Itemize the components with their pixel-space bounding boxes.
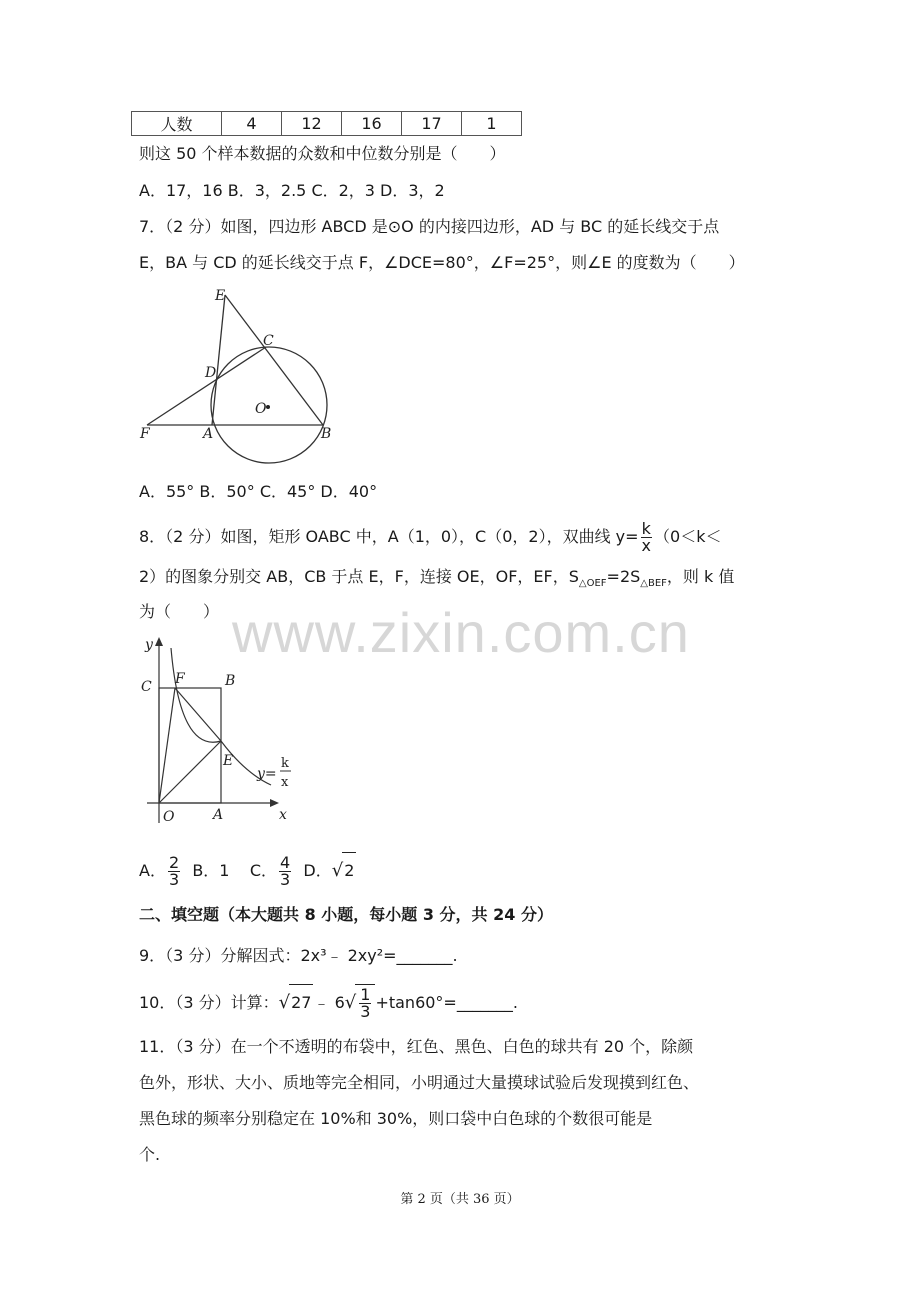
label-o: O [255,401,267,417]
q8-line3: 为（ ） [139,602,220,621]
page-footer: 第 2 页（共 36 页） [400,1192,520,1207]
table-row [132,112,522,136]
label-e: E [223,753,234,769]
q7-line1: 7．（2 分）如图，四边形 ABCD 是⊙O 的内接四边形，AD 与 BC 的延长线交于点 [139,217,720,236]
q8-option-a: A． [139,861,166,880]
segment-fc [147,347,266,425]
q8-option-c: C． [249,861,278,880]
q8-sub-bef: △BEF [640,578,667,590]
label-f: F [175,671,185,687]
frac-num: k [641,519,651,538]
q6-stem: 则这 50 个样本数据的众数和中位数分别是（ ） [139,144,506,163]
segment-oe [159,741,221,803]
label-b: B [225,673,236,689]
q9: 9．（3 分）分解因式：2x³﹣ 2xy²=_______. [139,946,458,965]
frac-den: 3 [280,870,291,889]
y-axis-arrow [155,637,163,646]
q10-mid: ﹣ 6 [313,993,345,1012]
q8-figure [135,633,300,828]
label-y: y [145,637,153,653]
radical-sign-icon: √ [278,992,291,1013]
q11-line2: 色外，形状、大小、质地等完全相同，小明通过大量摸球试验后发现摸到红色、 [139,1073,700,1092]
q7-options: A．55° B．50° C．45° D．40° [139,482,378,501]
section-title: 二、填空题（本大题共 8 小题，每小题 3 分，共 24 分） [139,905,553,924]
q10 [139,984,518,1021]
q10-suffix: +tan60°=_______. [375,993,518,1012]
segment-ef [175,688,221,741]
frac-num: 2 [168,853,180,872]
table-cell: 1 [462,112,522,136]
q7-figure [135,285,335,470]
radical-sign-icon: √ [344,992,357,1013]
q10-prefix: 10．（3 分）计算： [139,993,279,1012]
q8-option-b: B．1 [192,861,230,880]
center-point-o [266,405,270,409]
frac-den: 3 [168,870,180,889]
table-row-label: 人数 [132,112,222,136]
label-d: D [205,365,217,381]
q11-line3: 黑色球的频率分别稳定在 10%和 30%，则口袋中白色球的个数很可能是 [139,1109,653,1128]
q8-fraction-k-x [641,521,652,554]
q8-line2-mid: =2S [606,567,641,586]
frac-num: 1 [360,985,371,1004]
q8-line1 [139,520,721,554]
label-f: F [140,426,150,442]
circle-o [211,347,327,463]
q8-option-c-frac [279,855,291,888]
segment-eb [225,295,323,425]
label-x: x [279,807,287,823]
q8-options [139,852,356,889]
radical-sign-icon: √ [331,860,344,881]
q8-option-d: D． [303,861,332,880]
q8-sub-oef: △OEF [578,578,607,590]
label-e: E [215,288,226,304]
frac-den: x [641,536,652,555]
x-axis-arrow [270,799,279,807]
table-cell: 4 [222,112,282,136]
q8-line2-text: 2）的图象分别交 AB，CB 于点 E，F，连接 OE，OF，EF，S [139,567,579,586]
q8-line1-tail: （0＜k＜ [654,527,722,546]
table-cell: 16 [342,112,402,136]
label-curve-x: x [281,775,289,790]
q10-frac [359,987,371,1020]
q11-line4: 个. [139,1145,161,1164]
table-cell: 17 [402,112,462,136]
table-cell: 12 [282,112,342,136]
q10-radicand-frac [355,984,375,1021]
label-a: A [203,426,214,442]
label-curve: y= [257,766,277,782]
q8-option-a-frac [168,855,180,888]
label-c: C [141,679,152,695]
label-curve-k: k [281,756,289,771]
q8-line2-tail: ，则 k 值 [666,567,735,586]
q11-line1: 11．（3 分）在一个不透明的布袋中，红色、黑色、白色的球共有 20 个，除颜 [139,1037,694,1056]
q10-radicand: 27 [289,984,313,1021]
frac-num: 4 [280,853,291,872]
label-o: O [163,809,175,825]
q7-line2: E，BA 与 CD 的延长线交于点 F，∠DCE=80°，∠F=25°，则∠E 的度数为（ ） [139,253,745,272]
label-a: A [213,807,224,823]
q6-options: A．17，16 B．3，2.5 C．2，3 D．3，2 [139,181,445,200]
q8-line2 [139,566,734,595]
label-c: C [263,333,274,349]
watermark: www.zixin.com.cn [232,601,690,664]
q8-option-d-radicand: 2 [342,852,356,889]
segment-ea [212,295,225,425]
label-b: B [321,426,332,442]
frequency-table [131,111,522,136]
q8-line1-text: 8．（2 分）如图，矩形 OABC 中，A（1，0），C（0，2），双曲线 y= [139,527,639,546]
frac-den: 3 [360,1002,371,1021]
segment-of [159,688,175,803]
